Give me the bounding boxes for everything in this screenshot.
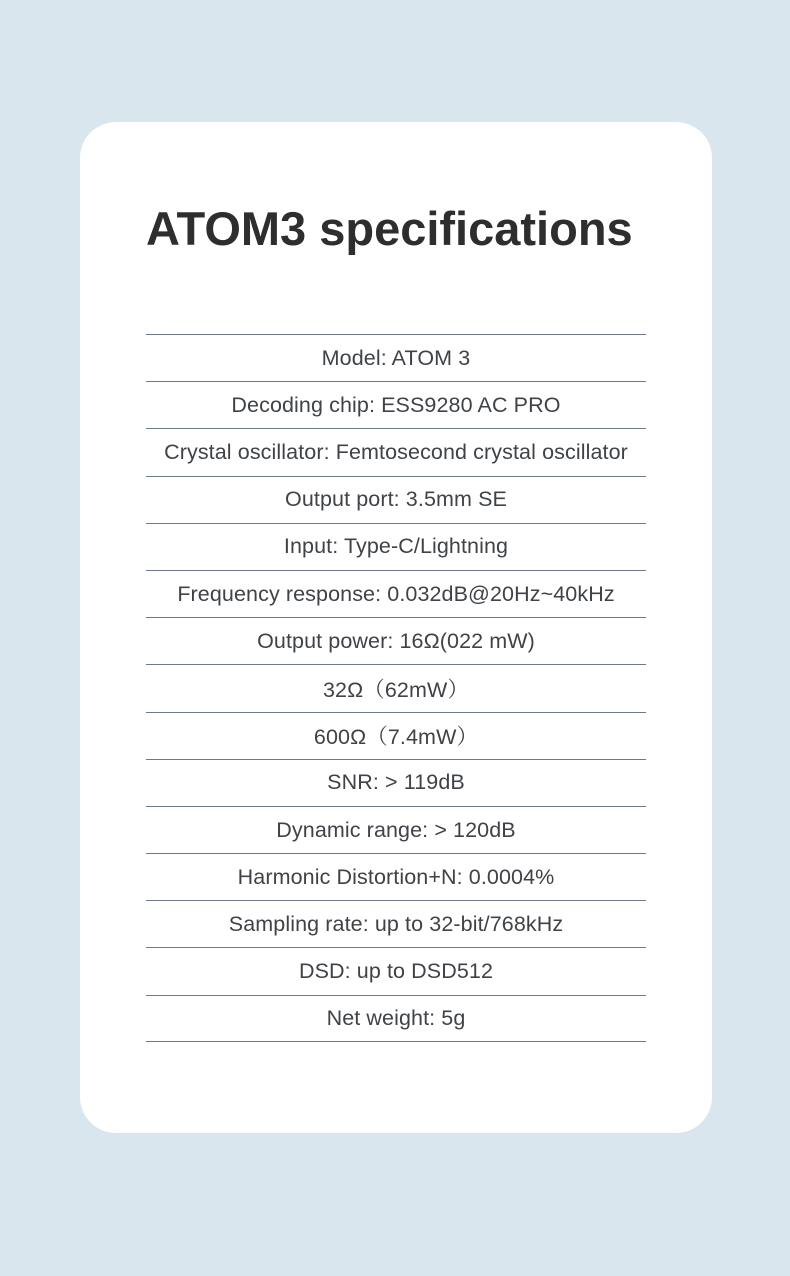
spec-row-output-power-16ohm: Output power: 16Ω(022 mW) — [146, 617, 646, 664]
spec-table — [146, 334, 646, 1042]
spec-card — [80, 122, 712, 1133]
spec-row-decoding-chip: Decoding chip: ESS9280 AC PRO — [146, 381, 646, 428]
spec-row-model: Model: ATOM 3 — [146, 334, 646, 381]
page-title: ATOM3 specifications — [146, 202, 633, 255]
spec-row-output-power-32ohm: 32Ω（62mW） — [146, 664, 646, 711]
spec-row-input: Input: Type-C/Lightning — [146, 523, 646, 570]
spec-row-frequency-response: Frequency response: 0.032dB@20Hz~40kHz — [146, 570, 646, 617]
spec-row-output-port: Output port: 3.5mm SE — [146, 476, 646, 523]
spec-row-dynamic-range: Dynamic range: > 120dB — [146, 806, 646, 853]
spec-row-net-weight: Net weight: 5g — [146, 995, 646, 1042]
spec-row-dsd: DSD: up to DSD512 — [146, 947, 646, 994]
spec-row-output-power-600ohm: 600Ω（7.4mW） — [146, 712, 646, 759]
spec-row-snr: SNR: > 119dB — [146, 759, 646, 806]
spec-row-crystal-oscillator: Crystal oscillator: Femtosecond crystal oscillator — [146, 428, 646, 475]
spec-row-harmonic-distortion: Harmonic Distortion+N: 0.0004% — [146, 853, 646, 900]
spec-row-sampling-rate: Sampling rate: up to 32-bit/768kHz — [146, 900, 646, 947]
